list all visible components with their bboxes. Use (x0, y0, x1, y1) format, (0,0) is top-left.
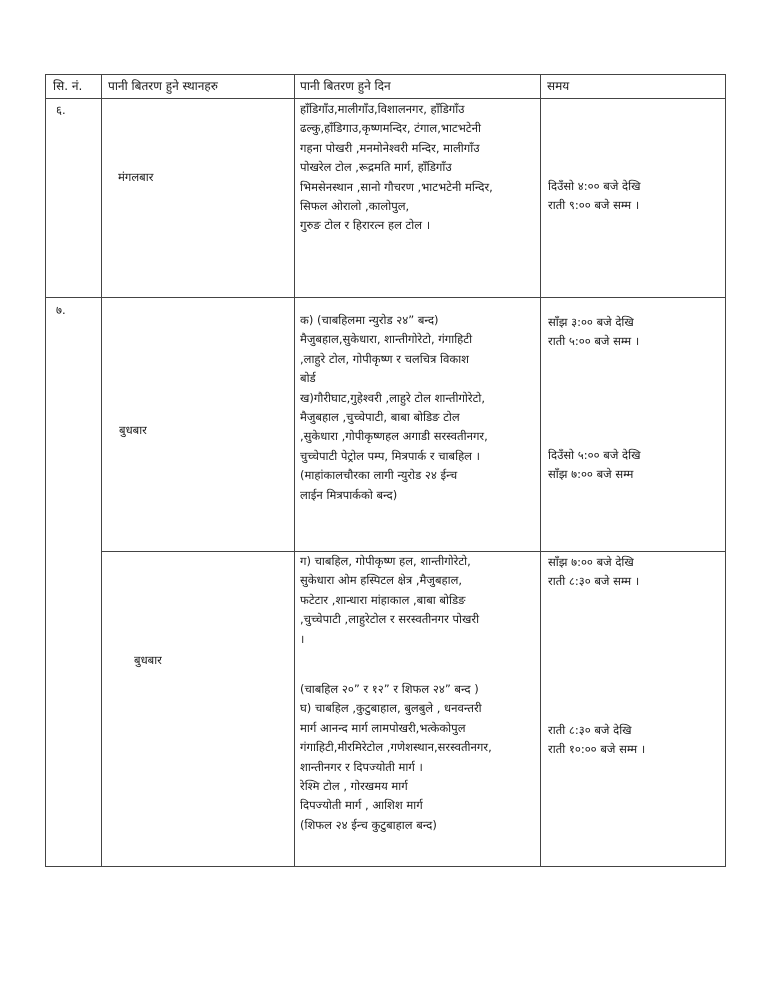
column-divider (294, 74, 295, 867)
time-line: राती १०:०० बजे सम्म । (548, 742, 646, 757)
place-line: ख)गौरीघाट,गुहेश्वरी ,लाहुरे टोल शान्तीगोरेटो, (300, 390, 486, 405)
time-line: साँझ ७:०० बजे सम्म (548, 467, 634, 482)
place-line: दिपज्योती मार्ग , आशिश मार्ग (300, 798, 423, 813)
place-line: ,लाहुरे टोल, गोपीकृष्ण र चलचित्र विकाश (300, 351, 469, 366)
time-line: राती ८:३० बजे सम्म । (548, 574, 640, 589)
place-line: गंगाहिटी,मीरमिरेटोल ,गणेशस्थान,सरस्वतीनगर, (300, 740, 492, 755)
table-border-left (45, 74, 46, 867)
place-line: रेश्मि टोल , गोरखमय मार्ग (300, 778, 408, 793)
row-time-b (548, 721, 645, 760)
place-line: सुकेधारा ओम हस्पिटल क्षेत्र ,मैजुबहाल, (300, 573, 463, 588)
place-line: हाँडिगाँउ,मालीगाँउ,विशालनगर, हाँडिगाँउ (300, 102, 465, 116)
row-serial: ६. (56, 103, 66, 117)
place-line: ,चुच्चेपाटी ,लाहुरेटोल र सरस्वतीनगर पोखरी (300, 612, 480, 627)
place-line: लाईन मित्रपार्कको बन्द) (300, 487, 398, 502)
header-serial: सि. नं. (53, 79, 83, 93)
time-line: साँझ ३:०० बजे देखि (548, 315, 634, 329)
row-places (300, 311, 488, 505)
place-line: पोखरेल टोल ,रूद्रमति मार्ग, हाँडिगाँउ (300, 160, 452, 175)
time-line: राती ८:३० बजे देखि (548, 723, 632, 737)
place-line: बोर्ड (300, 371, 316, 386)
place-line: (माहांकालचौरका लागी न्युरोड २४ ईन्च (300, 468, 458, 483)
row-divider (45, 297, 725, 298)
place-line: सिफल ओरालो ,कालोपुल, (300, 198, 410, 213)
row-time-a (548, 553, 639, 592)
header-day: पानी बितरण हुने दिन (300, 79, 391, 93)
table-border-bottom (45, 866, 725, 867)
time-line: साँझ ७:०० बजे देखि (548, 555, 634, 569)
row-day: बुधबार (119, 423, 147, 437)
row-places-b (300, 680, 492, 835)
place-line: शान्तीनगर र दिपज्योती मार्ग । (300, 759, 423, 774)
row-day: बुधबार (134, 653, 162, 667)
place-line: घ) चाबहिल ,कुटुबाहाल, बुलबुले , धनवन्तरी (300, 701, 482, 716)
time-line: राती ५:०० बजे सम्म । (548, 334, 640, 349)
time-line: दिउँसो ५:०० बजे देखि (548, 448, 641, 462)
time-line: दिउँसो ४:०० बजे देखि (548, 179, 641, 193)
time-line: राती ९:०० बजे सम्म । (548, 198, 640, 213)
table-border-top (45, 74, 725, 75)
row-places-a (300, 552, 479, 649)
header-places: पानी बितरण हुने स्थानहरु (108, 79, 218, 93)
row-day: मंगलबार (118, 170, 154, 184)
place-line: (चाबहिल २०” र १२” र शिफल २४” बन्द ) (300, 682, 479, 696)
row-time-b (548, 446, 641, 485)
table-border-right (725, 74, 726, 867)
column-divider (101, 74, 102, 867)
row-serial: ७. (56, 303, 66, 317)
place-line: गुरुङ टोल र हिरारत्न हल टोल । (300, 218, 431, 233)
place-line: ढल्कु,हाँडिगाउ,कृष्णमन्दिर, टंगाल,भाटभटेनी (300, 121, 481, 136)
row-places (300, 100, 493, 236)
column-divider (540, 74, 541, 867)
place-line: चुच्चेपाटी पेट्रोल पम्प, मित्रपार्क र चाबहिल । (300, 448, 480, 463)
header-divider (45, 98, 725, 99)
row-time (548, 177, 641, 216)
place-line: मैजुबहाल,सुकेधारा, शान्तीगोरेटो, गंगाहिटी (300, 332, 473, 347)
place-line: मार्ग आनन्द मार्ग लामपोखरी,भत्केकोपुल (300, 720, 466, 735)
place-line: । (300, 631, 305, 646)
place-line: मैजुबहाल ,चुच्चेपाटी, बाबा बोडिङ टोल (300, 409, 460, 424)
row-time-a (548, 313, 639, 352)
place-line: फटेटार ,शान्धारा मांहाकाल ,बाबा बोडिङ (300, 592, 466, 607)
place-line: भिमसेनस्थान ,सानो गौचरण ,भाटभटेनी मन्दिर, (300, 179, 493, 194)
place-line: क) (चाबहिलमा न्युरोड २४” बन्द) (300, 313, 439, 327)
place-line: ग) चाबहिल, गोपीकृष्ण हल, शान्तीगोरेटो, (300, 554, 471, 568)
header-time: समय (547, 79, 570, 93)
place-line: ,सुकेधारा ,गोपीकृष्णहल अगाडी सरस्वतीनगर, (300, 429, 488, 444)
place-line: गहना पोखरी ,मनमोनेश्वरी मन्दिर, मालीगाँउ (300, 140, 480, 155)
place-line: (शिफल २४ ईन्च कुटुबाहाल बन्द) (300, 817, 437, 832)
